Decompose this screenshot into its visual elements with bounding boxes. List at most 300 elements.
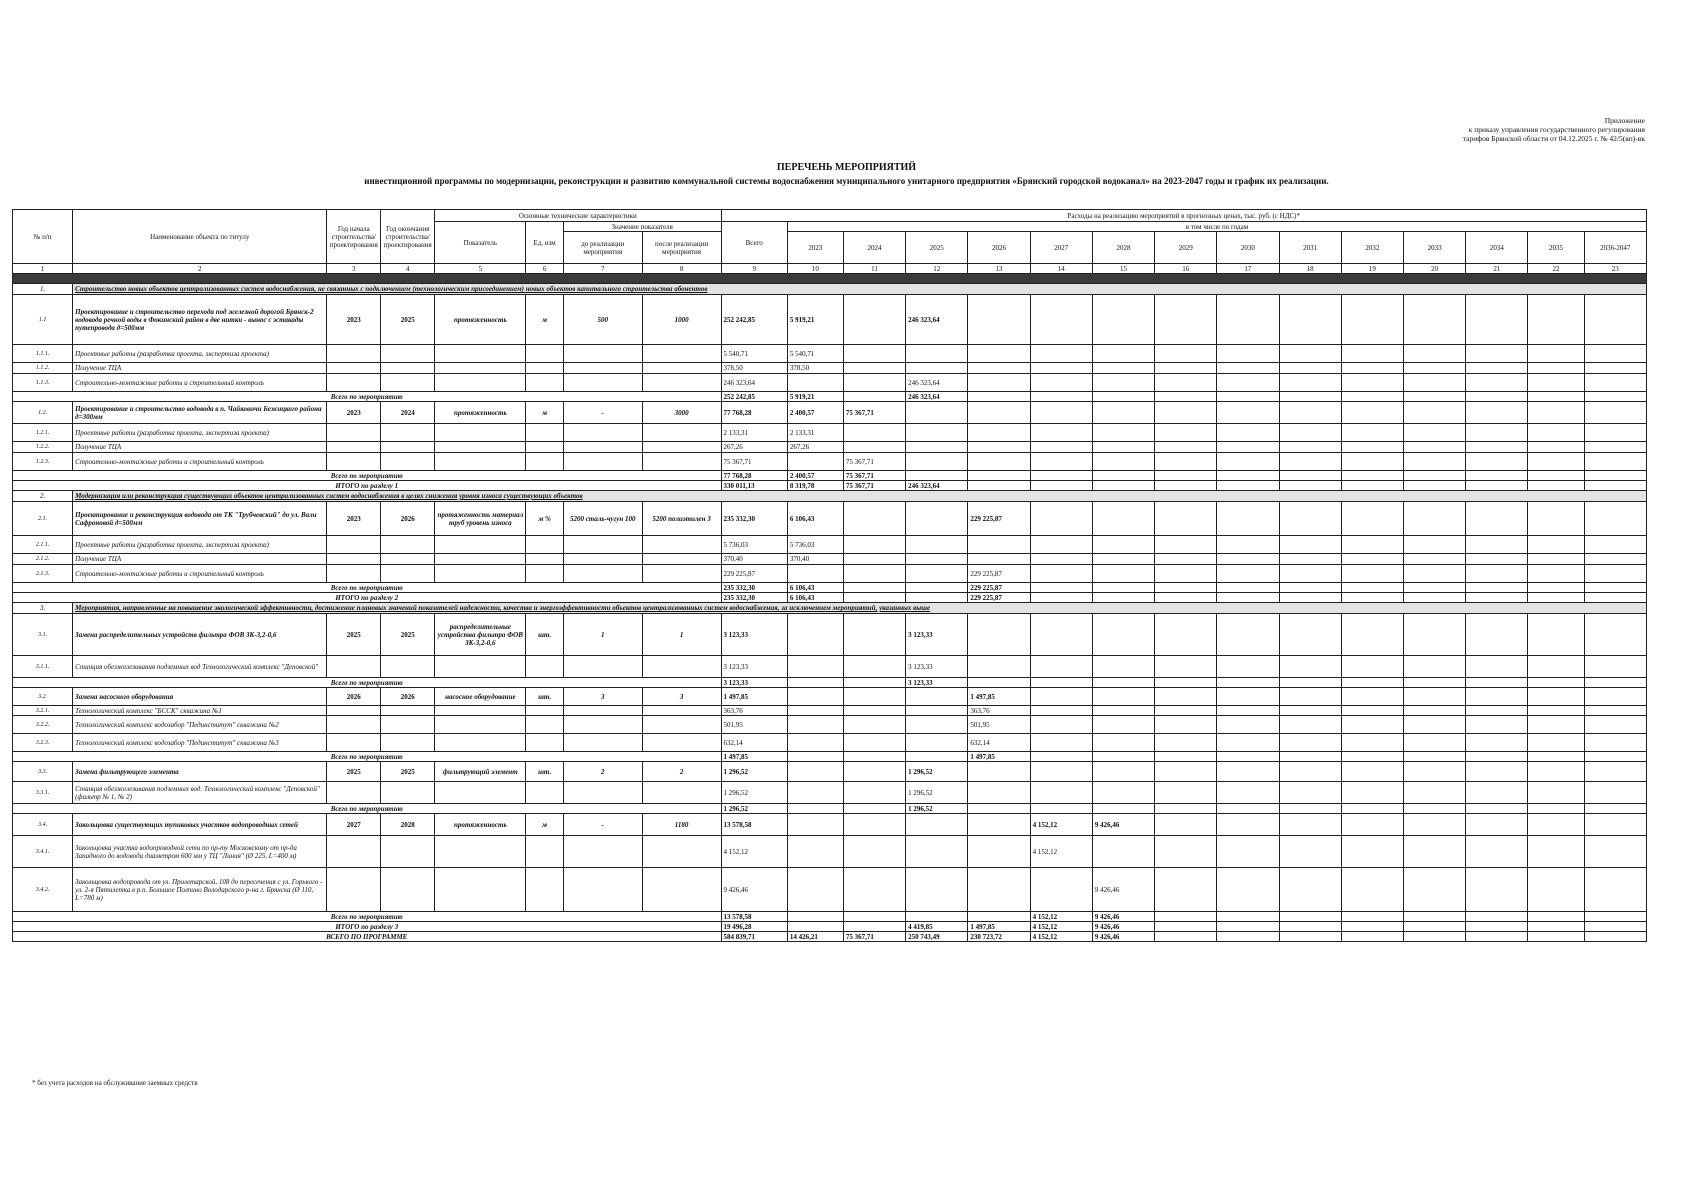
total-year-value	[1155, 593, 1217, 603]
total-year-value	[1466, 932, 1528, 942]
row-year-value	[1341, 565, 1403, 583]
header-year: 2026	[968, 232, 1030, 264]
row-year-end	[381, 836, 435, 868]
total-year-value	[906, 752, 968, 762]
row-year-value	[968, 424, 1030, 442]
row-total: 246 323,64	[721, 374, 787, 392]
row-unit	[526, 565, 563, 583]
row-year-start	[327, 716, 381, 734]
total-row	[13, 922, 1647, 932]
row-year-value	[787, 374, 843, 392]
total-year-value	[1404, 752, 1466, 762]
total-year-value	[1466, 912, 1528, 922]
total-year-value	[1155, 481, 1217, 491]
row-unit	[526, 734, 563, 752]
total-year-value	[1341, 912, 1403, 922]
row-year-value	[1092, 374, 1154, 392]
table-row	[13, 762, 1647, 782]
header-name: Наименование объекта по титулу	[73, 210, 327, 264]
total-year-value: 5 919,21	[787, 392, 843, 402]
row-year-value: 5 736,03	[787, 536, 843, 554]
row-year-value	[1092, 734, 1154, 752]
row-year-value	[1030, 424, 1092, 442]
total-year-value	[787, 804, 843, 814]
col-number: 4	[381, 264, 435, 274]
total-label: Всего по мероприятию	[13, 471, 722, 481]
row-indicator	[435, 442, 526, 453]
row-year-value	[1404, 706, 1466, 716]
row-year-value	[1341, 706, 1403, 716]
section-number: 3.	[13, 603, 73, 614]
header-year: 2027	[1030, 232, 1092, 264]
table-row	[13, 345, 1647, 363]
row-year-value	[1584, 502, 1647, 536]
row-year-value	[843, 424, 905, 442]
row-year-end	[381, 656, 435, 678]
total-year-value	[1341, 932, 1403, 942]
col-number: 15	[1092, 264, 1154, 274]
total-year-value	[1341, 922, 1403, 932]
row-year-value	[1341, 656, 1403, 678]
row-before	[563, 374, 642, 392]
section-row	[13, 491, 1647, 502]
total-year-value	[1466, 804, 1528, 814]
total-label: ВСЕГО ПО ПРОГРАММЕ	[13, 932, 722, 942]
row-before	[563, 706, 642, 716]
total-year-value	[1584, 593, 1647, 603]
row-number: 3.1.	[13, 614, 73, 656]
row-year-value	[787, 656, 843, 678]
row-year-value	[1528, 565, 1584, 583]
row-year-value	[1092, 363, 1154, 374]
col-number: 10	[787, 264, 843, 274]
total-year-value: 1 296,52	[906, 804, 968, 814]
row-year-start	[327, 536, 381, 554]
row-year-value	[1404, 363, 1466, 374]
row-year-value	[1155, 762, 1217, 782]
row-year-value: 4 152,12	[1030, 836, 1092, 868]
row-year-value	[1279, 502, 1341, 536]
header-year: 2032	[1341, 232, 1403, 264]
total-value: 584 839,71	[721, 932, 787, 942]
row-year-value	[1404, 782, 1466, 804]
row-year-value: 1 296,52	[906, 762, 968, 782]
row-year-start	[327, 442, 381, 453]
total-year-value	[1279, 481, 1341, 491]
row-year-value	[1528, 716, 1584, 734]
row-year-value	[1030, 688, 1092, 706]
document-subtitle: инвестиционной программы по модернизации, реконструкции и развитию коммунальной системы водоснабжения муниципального унитарного предприятия «Брянский городской водоканал» на 2023-2047 годы и график их реализации.	[364, 176, 1329, 186]
row-year-value	[1341, 345, 1403, 363]
col-number: 6	[526, 264, 563, 274]
table-row	[13, 814, 1647, 836]
row-year-value	[968, 868, 1030, 912]
row-unit: м	[526, 295, 563, 345]
row-year-value	[1279, 614, 1341, 656]
row-year-value	[843, 762, 905, 782]
row-year-value	[843, 345, 905, 363]
row-year-value	[1030, 374, 1092, 392]
row-year-end: 2026	[381, 688, 435, 706]
total-year-value	[1279, 392, 1341, 402]
row-year-value	[1584, 565, 1647, 583]
row-total: 501,95	[721, 716, 787, 734]
row-year-value	[1404, 762, 1466, 782]
row-after	[642, 424, 721, 442]
row-year-value	[1341, 402, 1403, 424]
total-row	[13, 481, 1647, 491]
row-year-value	[1341, 424, 1403, 442]
row-year-value	[1466, 565, 1528, 583]
total-year-value	[1155, 678, 1217, 688]
table-row	[13, 453, 1647, 471]
row-year-value	[1279, 814, 1341, 836]
total-year-value	[1584, 392, 1647, 402]
row-after	[642, 716, 721, 734]
row-year-value	[787, 734, 843, 752]
total-year-value	[1341, 752, 1403, 762]
row-year-value	[1155, 345, 1217, 363]
total-year-value	[1528, 593, 1584, 603]
row-year-value	[1092, 836, 1154, 868]
total-year-value	[1404, 583, 1466, 593]
row-year-value	[1030, 868, 1092, 912]
row-year-value	[1092, 424, 1154, 442]
total-year-value	[1279, 583, 1341, 593]
row-year-value	[1092, 502, 1154, 536]
header-year: 2036-2047	[1584, 232, 1647, 264]
header-unit: Ед. изм	[526, 222, 563, 264]
total-year-value	[1155, 471, 1217, 481]
row-number: 3.2.2.	[13, 716, 73, 734]
row-year-value	[1092, 706, 1154, 716]
total-year-value	[1528, 912, 1584, 922]
row-year-value	[1217, 374, 1279, 392]
row-year-value	[906, 814, 968, 836]
total-year-value	[1279, 912, 1341, 922]
row-year-value	[1279, 734, 1341, 752]
row-year-value	[1466, 442, 1528, 453]
total-year-value	[1155, 804, 1217, 814]
total-label: Всего по мероприятию	[13, 392, 722, 402]
total-year-value	[843, 678, 905, 688]
row-number: 1.1	[13, 295, 73, 345]
row-after: 5200 полиэтилен 3	[642, 502, 721, 536]
total-year-value: 2 400,57	[787, 471, 843, 481]
header-year-start: Год начала строительства/проектирования	[327, 210, 381, 264]
total-year-value	[968, 912, 1030, 922]
table-row	[13, 402, 1647, 424]
total-year-value	[1217, 752, 1279, 762]
col-number: 23	[1584, 264, 1647, 274]
row-year-value	[1466, 762, 1528, 782]
row-year-value	[1030, 442, 1092, 453]
total-year-value	[1404, 912, 1466, 922]
row-year-value	[906, 502, 968, 536]
total-year-value	[843, 804, 905, 814]
col-number: 13	[968, 264, 1030, 274]
row-year-value	[1341, 453, 1403, 471]
row-unit	[526, 363, 563, 374]
header-num: № п/п	[13, 210, 73, 264]
table-row	[13, 554, 1647, 565]
row-year-value	[1404, 565, 1466, 583]
total-year-value	[1341, 583, 1403, 593]
row-year-value	[1404, 536, 1466, 554]
row-year-value	[1030, 782, 1092, 804]
total-row	[13, 593, 1647, 603]
row-year-end: 2025	[381, 295, 435, 345]
row-number: 1.2.2.	[13, 442, 73, 453]
row-year-value	[968, 402, 1030, 424]
row-name: Получение ТЦА	[73, 363, 327, 374]
row-unit	[526, 782, 563, 804]
row-year-value	[1466, 453, 1528, 471]
row-after: 2	[642, 762, 721, 782]
row-year-start	[327, 565, 381, 583]
row-unit	[526, 656, 563, 678]
row-year-value	[1404, 295, 1466, 345]
row-year-value	[1466, 836, 1528, 868]
col-number: 5	[435, 264, 526, 274]
row-year-value	[968, 295, 1030, 345]
table-row	[13, 734, 1647, 752]
row-year-start	[327, 868, 381, 912]
row-year-value	[906, 363, 968, 374]
row-year-value	[787, 762, 843, 782]
row-year-start	[327, 836, 381, 868]
row-year-value: 9 426,46	[1092, 814, 1154, 836]
row-year-value	[1092, 782, 1154, 804]
total-label: ИТОГО по разделу 1	[13, 481, 722, 491]
row-year-value	[1030, 453, 1092, 471]
total-year-value: 4 152,12	[1030, 932, 1092, 942]
row-name: Получение ТЦА	[73, 554, 327, 565]
total-year-value: 1 497,85	[968, 922, 1030, 932]
row-year-value	[968, 363, 1030, 374]
total-year-value	[1528, 471, 1584, 481]
header-total: Всего	[721, 222, 787, 264]
row-year-value	[1030, 345, 1092, 363]
row-year-value	[1341, 536, 1403, 554]
total-year-value	[1155, 752, 1217, 762]
row-number: 3.2.1.	[13, 706, 73, 716]
total-year-value	[1341, 804, 1403, 814]
row-year-value	[1217, 453, 1279, 471]
total-value: 235 332,30	[721, 583, 787, 593]
row-year-value	[1341, 502, 1403, 536]
total-year-value	[1404, 481, 1466, 491]
row-year-value: 4 152,12	[1030, 814, 1092, 836]
col-number: 7	[563, 264, 642, 274]
row-year-start: 2023	[327, 402, 381, 424]
appendix-line-1: Приложение	[1604, 116, 1645, 125]
row-year-value: 632,14	[968, 734, 1030, 752]
row-before	[563, 565, 642, 583]
row-year-value	[1155, 295, 1217, 345]
row-after	[642, 345, 721, 363]
row-year-value	[1584, 554, 1647, 565]
row-year-value	[1217, 363, 1279, 374]
row-year-value	[1584, 762, 1647, 782]
total-year-value: 8 319,78	[787, 481, 843, 491]
row-indicator	[435, 716, 526, 734]
row-year-value	[1279, 295, 1341, 345]
total-year-value	[1030, 593, 1092, 603]
col-number: 12	[906, 264, 968, 274]
row-year-end	[381, 424, 435, 442]
row-year-value	[906, 536, 968, 554]
col-number: 11	[843, 264, 905, 274]
total-year-value	[1466, 922, 1528, 932]
row-year-value	[1584, 814, 1647, 836]
table-row	[13, 424, 1647, 442]
row-year-end	[381, 716, 435, 734]
row-year-end: 2028	[381, 814, 435, 836]
total-value: 330 011,13	[721, 481, 787, 491]
row-year-value: 5 540,71	[787, 345, 843, 363]
row-year-value	[1584, 868, 1647, 912]
total-value: 1 497,85	[721, 752, 787, 762]
row-year-value	[1030, 402, 1092, 424]
row-year-value: 5 919,21	[787, 295, 843, 345]
row-total: 13 578,58	[721, 814, 787, 836]
row-unit	[526, 442, 563, 453]
row-number: 1.1.3.	[13, 374, 73, 392]
row-total: 632,14	[721, 734, 787, 752]
total-year-value	[787, 678, 843, 688]
row-total: 370,40	[721, 554, 787, 565]
row-after	[642, 374, 721, 392]
row-year-value	[1217, 402, 1279, 424]
row-year-value: 1 497,85	[968, 688, 1030, 706]
row-year-value	[906, 424, 968, 442]
row-year-value	[1092, 716, 1154, 734]
row-name: Замена насосного оборудования	[73, 688, 327, 706]
row-indicator	[435, 565, 526, 583]
row-indicator	[435, 424, 526, 442]
row-year-value	[843, 363, 905, 374]
row-year-value	[968, 453, 1030, 471]
row-year-value	[1030, 734, 1092, 752]
total-year-value	[1092, 583, 1154, 593]
total-year-value	[1279, 752, 1341, 762]
row-year-value	[1466, 402, 1528, 424]
row-year-value	[1404, 374, 1466, 392]
row-year-start: 2027	[327, 814, 381, 836]
row-after	[642, 453, 721, 471]
row-total: 2 133,31	[721, 424, 787, 442]
row-year-value	[1030, 536, 1092, 554]
row-year-value	[1466, 345, 1528, 363]
row-year-value	[1279, 706, 1341, 716]
dark-band	[13, 274, 1647, 284]
row-year-value	[1528, 424, 1584, 442]
row-year-value	[1155, 554, 1217, 565]
row-year-value	[906, 453, 968, 471]
section-number: 1.	[13, 284, 73, 295]
row-year-value: 370,40	[787, 554, 843, 565]
col-number: 8	[642, 264, 721, 274]
row-year-value	[968, 374, 1030, 392]
row-before: 500	[563, 295, 642, 345]
section-title: Мероприятия, направленные на повышение экологической эффективности, достижение плановых значений показателей надежности, качества и энергоэффективности объектов централизованных систем водоснабжения, за исключением мероприятий, указанных выше	[73, 603, 1647, 614]
total-year-value	[1279, 471, 1341, 481]
row-year-value	[1217, 554, 1279, 565]
row-year-value	[1584, 836, 1647, 868]
row-year-value	[1466, 706, 1528, 716]
total-year-value	[1155, 912, 1217, 922]
row-year-value	[1528, 782, 1584, 804]
row-year-end	[381, 536, 435, 554]
total-year-value	[1466, 392, 1528, 402]
header-indicator: Показатель	[435, 222, 526, 264]
row-year-value	[968, 814, 1030, 836]
row-year-value	[1341, 782, 1403, 804]
row-year-value	[906, 565, 968, 583]
table-row	[13, 868, 1647, 912]
row-year-value: 246 323,64	[906, 295, 968, 345]
row-year-value	[787, 565, 843, 583]
row-year-end: 2024	[381, 402, 435, 424]
row-year-value	[1466, 868, 1528, 912]
row-year-value	[787, 688, 843, 706]
row-year-value: 229 225,87	[968, 502, 1030, 536]
row-before: 3	[563, 688, 642, 706]
row-before	[563, 424, 642, 442]
total-year-value: 4 152,12	[1030, 922, 1092, 932]
table-row	[13, 442, 1647, 453]
row-indicator: протяженность	[435, 295, 526, 345]
row-year-value	[843, 734, 905, 752]
total-year-value	[1404, 678, 1466, 688]
total-row	[13, 912, 1647, 922]
row-after: 3	[642, 688, 721, 706]
total-year-value	[1528, 392, 1584, 402]
row-year-value: 6 106,43	[787, 502, 843, 536]
header-year: 2028	[1092, 232, 1154, 264]
row-year-value: 2 400,57	[787, 402, 843, 424]
row-year-value	[1155, 502, 1217, 536]
row-year-value	[1155, 374, 1217, 392]
row-year-value	[1466, 424, 1528, 442]
row-year-value: 267,26	[787, 442, 843, 453]
row-year-value	[1584, 442, 1647, 453]
row-year-value	[1279, 424, 1341, 442]
row-year-value	[968, 762, 1030, 782]
row-year-value: 363,76	[968, 706, 1030, 716]
row-year-end	[381, 734, 435, 752]
total-year-value	[1466, 583, 1528, 593]
row-year-value	[1466, 782, 1528, 804]
header-after: после реализации мероприятия	[642, 232, 721, 264]
row-year-value	[1155, 536, 1217, 554]
row-year-value	[1155, 442, 1217, 453]
row-year-start: 2026	[327, 688, 381, 706]
row-year-start	[327, 782, 381, 804]
row-year-value	[1279, 402, 1341, 424]
total-year-value: 75 367,71	[843, 481, 905, 491]
row-before	[563, 782, 642, 804]
row-year-value	[1217, 565, 1279, 583]
row-year-value	[1528, 656, 1584, 678]
section-row	[13, 603, 1647, 614]
total-year-value	[1404, 804, 1466, 814]
col-number: 16	[1155, 264, 1217, 274]
row-year-value	[1030, 614, 1092, 656]
row-year-value	[1528, 554, 1584, 565]
row-after	[642, 836, 721, 868]
